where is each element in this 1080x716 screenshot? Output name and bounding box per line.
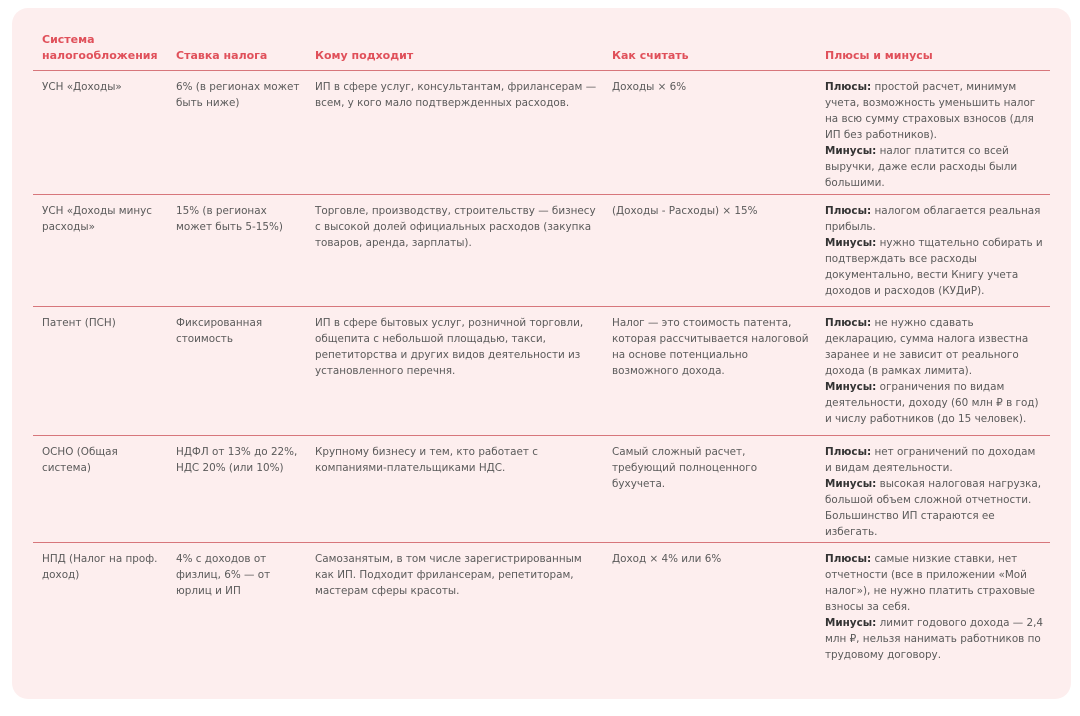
cons-text: Минусы: высокая налоговая нагрузка, большой объем сложной отчетности. Большинство ИП стараются ее избегать. xyxy=(825,478,1042,538)
cell-pros-cons xyxy=(816,71,1050,195)
pros-label: Плюсы: xyxy=(825,317,872,329)
cell-pros-cons xyxy=(816,543,1050,672)
cons-text: Минусы: нужно тщательно собирать и подтверждать все расходы документально, вести Книгу учета доходов и расходов (КУДиР). xyxy=(825,237,1043,297)
pros-label: Плюсы: xyxy=(825,81,872,93)
pros-text: Плюсы: самые низкие ставки, нет отчетности (все в приложении «Мой налог»), не нужно платить страховые взносы за себя. xyxy=(825,553,1035,613)
header-rate: Ставка налога xyxy=(167,32,306,71)
cell-rate: 6% (в регионах может быть ниже) xyxy=(167,71,306,195)
cell-rate: Фиксированная стоимость xyxy=(167,307,306,436)
pros-text: Плюсы: не нужно сдавать декларацию, сумма налога известна заранее и не зависит от реального дохода (в рамках лимита). xyxy=(825,317,1029,377)
cell-calc: Доходы × 6% xyxy=(603,71,816,195)
table-header-row xyxy=(33,32,1050,71)
cons-text: Минусы: ограничения по видам деятельности, доходу (60 млн ₽ в год) и числу работников (до 15 человек). xyxy=(825,381,1039,425)
cons-label: Минусы: xyxy=(825,237,877,249)
cell-rate: 15% (в регионах может быть 5-15%) xyxy=(167,195,306,307)
cell-rate: НДФЛ от 13% до 22%, НДС 20% (или 10%) xyxy=(167,436,306,543)
cons-text: Минусы: налог платится со всей выручки, даже если расходы были большими. xyxy=(825,145,1018,189)
cell-system: НПД (Налог на проф. доход) xyxy=(42,553,158,581)
cell-system: ОСНО (Общая система) xyxy=(33,436,167,543)
cons-label: Минусы: xyxy=(825,478,877,490)
table-row xyxy=(33,195,1050,307)
cell-suits: ИП в сфере бытовых услуг, розничной торговли, общепита с небольшой площадью, такси, репетиторства и других видов деятельности из установленного перечня. xyxy=(306,307,603,436)
cons-label: Минусы: xyxy=(825,617,877,629)
cell-system: УСН «Доходы» xyxy=(33,71,167,195)
header-calc: Как считать xyxy=(603,32,816,71)
cell-suits: ИП в сфере услуг, консультантам, фрилансерам — всем, у кого мало подтвержденных расходов. xyxy=(306,71,603,195)
pros-text: Плюсы: нет ограничений по доходам и видам деятельности. xyxy=(825,446,1036,474)
cons-text: Минусы: лимит годового дохода — 2,4 млн ₽, нельзя нанимать работников по трудовому договору. xyxy=(825,617,1044,661)
cell-system: УСН «Доходы минус расходы» xyxy=(33,195,167,307)
tax-comparison-card xyxy=(12,8,1071,699)
table-row xyxy=(33,307,1050,436)
pros-label: Плюсы: xyxy=(825,205,872,217)
header-system: Система налогообложения xyxy=(33,32,167,71)
cell-calc: Самый сложный расчет, требующий полноценного бухучета. xyxy=(603,436,816,543)
cons-label: Минусы: xyxy=(825,145,877,157)
cell-calc: Доход × 4% или 6% xyxy=(612,553,722,565)
cell-suits: Крупному бизнесу и тем, кто работает с компаниями-плательщиками НДС. xyxy=(306,436,603,543)
table-row xyxy=(33,71,1050,195)
pros-label: Плюсы: xyxy=(825,553,872,565)
tax-systems-table xyxy=(33,32,1050,671)
cell-suits: Самозанятым, в том числе зарегистрированным как ИП. Подходит фрилансерам, репетиторам, мастерам сферы красоты. xyxy=(315,553,582,597)
cell-system: Патент (ПСН) xyxy=(33,307,167,436)
pros-text: Плюсы: простой расчет, минимум учета, возможность уменьшить налог на всю сумму страховых взносов (для ИП без работников). xyxy=(825,81,1036,141)
header-pros-cons: Плюсы и минусы xyxy=(816,32,1050,71)
table-row xyxy=(33,543,1050,672)
pros-text: Плюсы: налогом облагается реальная прибыль. xyxy=(825,205,1041,233)
cell-calc: (Доходы - Расходы) × 15% xyxy=(603,195,816,307)
cell-pros-cons xyxy=(816,436,1050,543)
header-suits: Кому подходит xyxy=(306,32,603,71)
cell-calc: Налог — это стоимость патента, которая рассчитывается налоговой на основе потенциально возможного дохода. xyxy=(603,307,816,436)
table-row xyxy=(33,436,1050,543)
cell-rate: 4% с доходов от физлиц, 6% — от юрлиц и ИП xyxy=(176,553,271,597)
cell-pros-cons xyxy=(816,307,1050,436)
cons-label: Минусы: xyxy=(825,381,877,393)
pros-label: Плюсы: xyxy=(825,446,872,458)
cell-suits: Торговле, производству, строительству — бизнесу с высокой долей официальных расходов (закупка товаров, аренда, зарплаты). xyxy=(306,195,603,307)
cell-pros-cons xyxy=(816,195,1050,307)
